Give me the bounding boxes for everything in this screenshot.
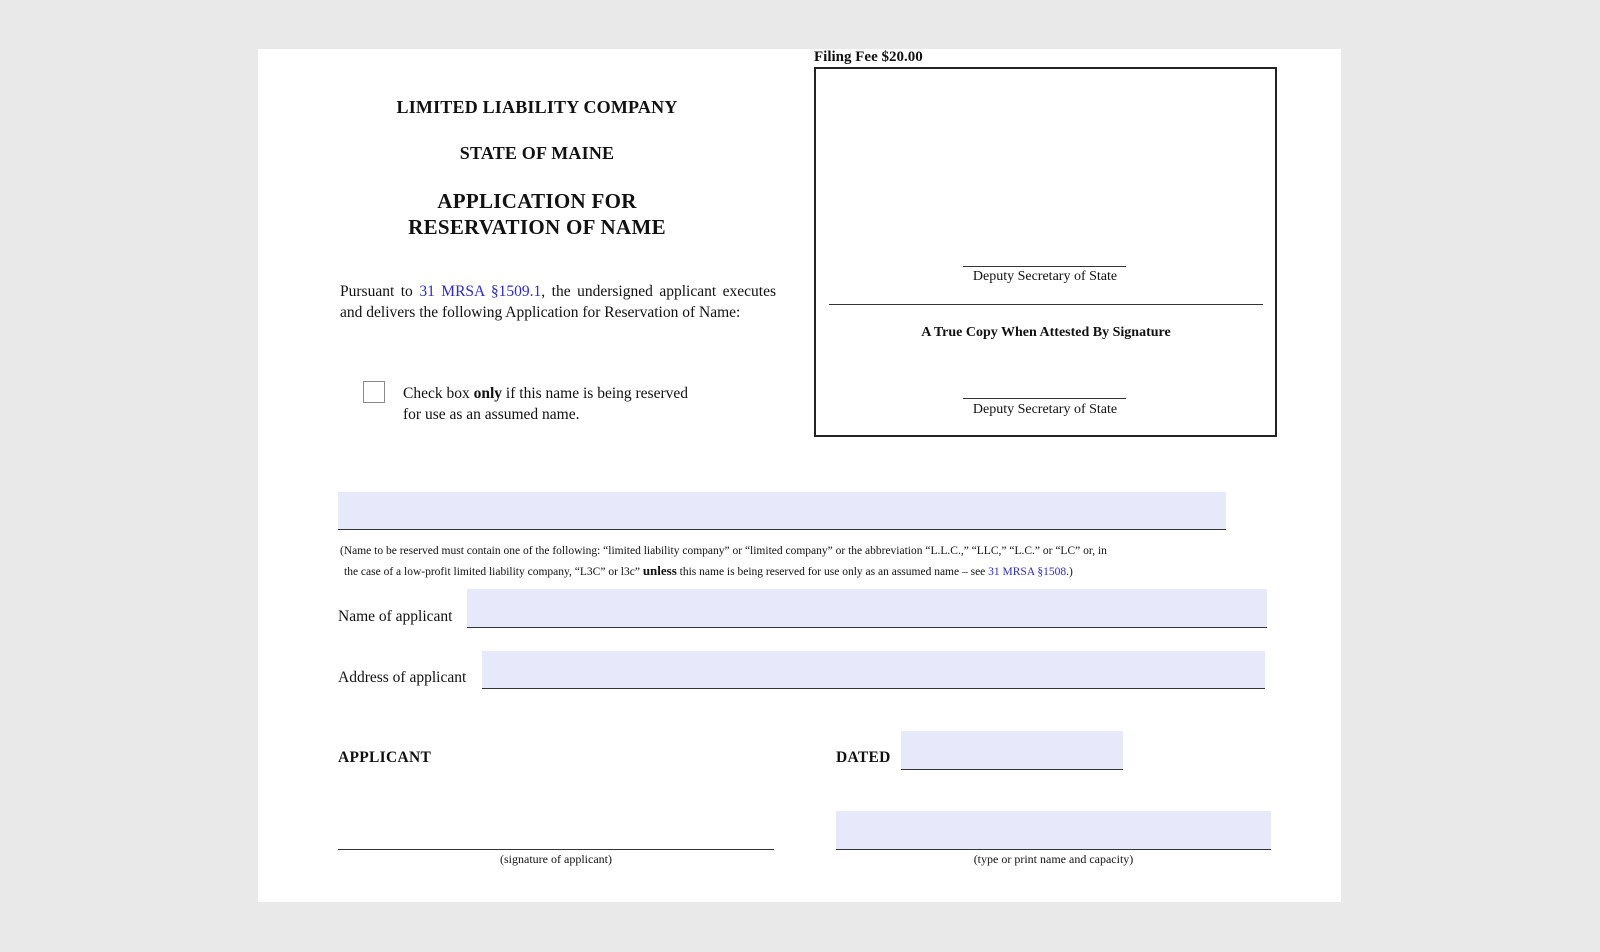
print-name-capacity-input[interactable] — [836, 811, 1271, 850]
deputy-label-bottom: Deputy Secretary of State — [972, 402, 1118, 417]
title-llc: LIMITED LIABILITY COMPANY — [396, 97, 678, 117]
assumed-name-checkbox[interactable] — [363, 381, 385, 403]
intro-prefix: Pursuant to — [340, 283, 420, 300]
note-line2 — [340, 561, 1240, 582]
print-name-caption: (type or print name and capacity) — [973, 852, 1134, 866]
note-line2-pre: the case of a low-profit limited liability company, “L3C” or l3c” — [344, 566, 643, 578]
checkbox-label-line2: for use as an assumed name. — [403, 406, 580, 423]
filing-stamp-box — [814, 67, 1277, 437]
form-title — [320, 188, 754, 240]
note-line1: (Name to be reserved must contain one of the following: “limited liability company” or “limited company” or the abbreviation “L.L.C.,” “LLC,” “L.C.” or “LC” or, in — [340, 545, 1107, 557]
statute-link-1509[interactable]: 31 MRSA §1509.1 — [419, 283, 542, 300]
applicant-signature-field[interactable] — [338, 829, 774, 850]
note-unless: unless — [642, 563, 677, 578]
name-of-applicant-label: Name of applicant — [338, 608, 453, 625]
checkbox-label-post: if this name is being reserved — [502, 385, 688, 402]
intro-suffix: , the undersigned applicant executes and delivers the following Application for Reservation of Name: — [340, 283, 776, 321]
name-of-applicant-input[interactable] — [467, 589, 1267, 628]
document-page — [258, 49, 1341, 902]
signature-caption: (signature of applicant) — [500, 852, 612, 866]
form-title-line2: RESERVATION OF NAME — [408, 215, 666, 239]
applicant-heading: APPLICANT — [338, 749, 432, 766]
dated-input[interactable] — [901, 731, 1123, 770]
attest-label: A True Copy When Attested By Signature — [921, 325, 1171, 340]
filing-fee-label: Filing Fee $20.00 — [814, 49, 923, 65]
checkbox-label-bold: only — [473, 385, 503, 402]
reserved-name-note — [340, 541, 1240, 582]
deputy-label-top: Deputy Secretary of State — [972, 269, 1118, 284]
checkbox-label-pre: Check box — [403, 385, 474, 402]
deputy-signature-line-bottom — [963, 398, 1126, 399]
address-of-applicant-input[interactable] — [482, 651, 1265, 689]
intro-paragraph — [340, 281, 776, 323]
dated-label: DATED — [836, 749, 891, 766]
note-line2-post: this name is being reserved for use only as an assumed name – see — [676, 566, 989, 578]
statute-link-1508[interactable]: 31 MRSA §1508 — [988, 566, 1067, 578]
assumed-name-checkbox-label — [403, 383, 733, 425]
address-of-applicant-label: Address of applicant — [338, 669, 467, 686]
deputy-signature-line-top — [963, 266, 1126, 267]
note-line2-end: .) — [1066, 566, 1073, 578]
title-state: STATE OF MAINE — [459, 143, 615, 163]
box-divider — [829, 304, 1263, 305]
form-title-line1: APPLICATION FOR — [437, 189, 637, 213]
reserved-name-input[interactable] — [338, 492, 1226, 530]
